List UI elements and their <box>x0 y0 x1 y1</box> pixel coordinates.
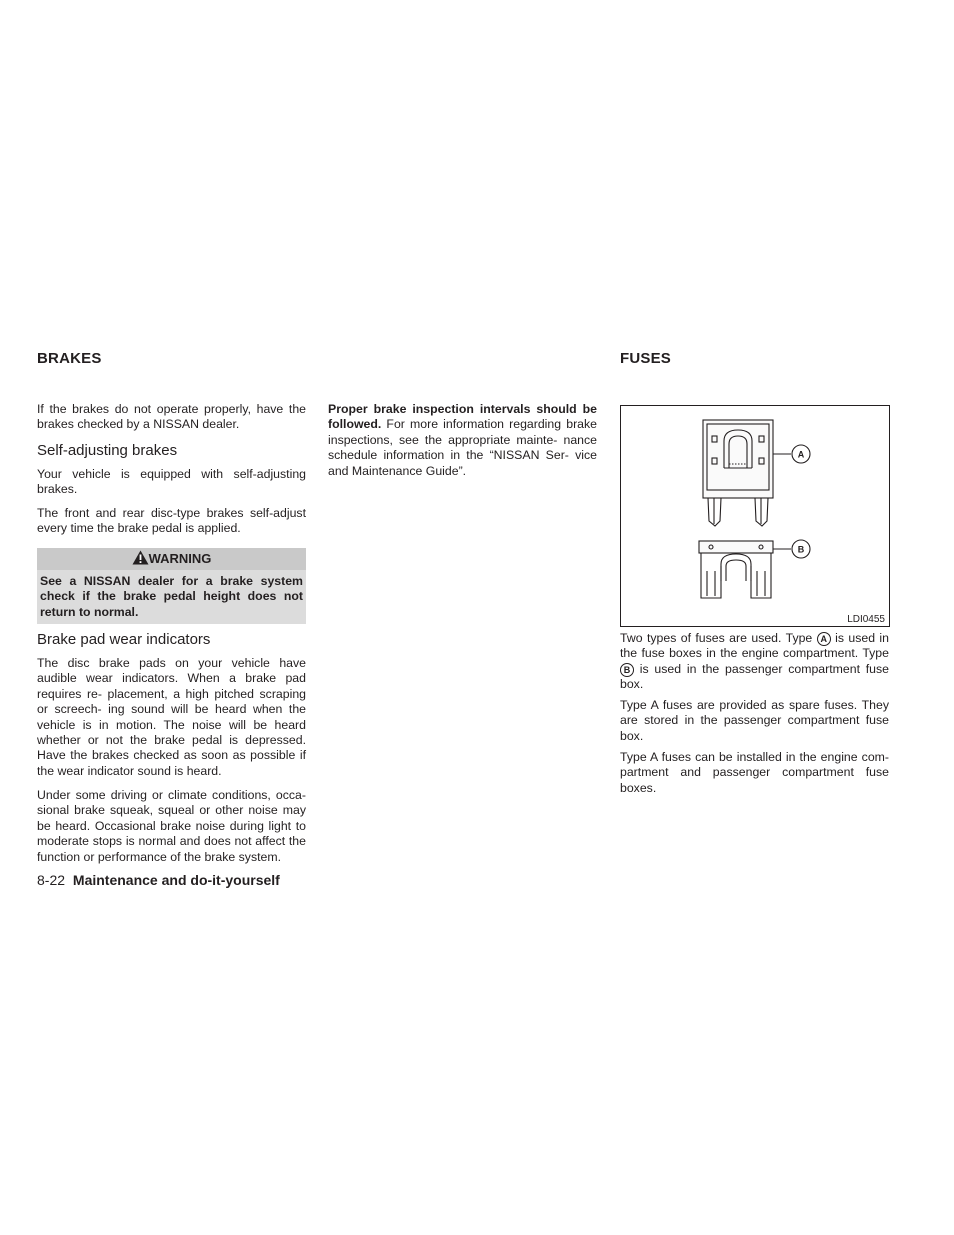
type-a-circle: A <box>817 632 831 646</box>
fuses-p3: Type A fuses can be installed in the engine com- partment and passenger compartment fuse boxes. <box>620 750 889 795</box>
fuse-illustration <box>621 406 889 626</box>
pad-wear-p2: Under some driving or climate conditions, occa- sional brake squeak, squeal or other noise may be heard. Occasional brake noise during light to moderate stops is normal and does not affect the function or performance of the brake system. <box>37 788 306 864</box>
brakes-intro: If the brakes do not operate properly, have the brakes checked by a NISSAN dealer. <box>37 402 306 432</box>
warning-label: WARNING <box>148 551 212 566</box>
page-number: 8-22 <box>37 872 66 888</box>
figure-code: LDI0455 <box>847 614 885 625</box>
warning-box <box>37 548 306 624</box>
warning-triangle-icon <box>132 550 149 565</box>
self-adjusting-title: Self-adjusting brakes <box>37 442 178 459</box>
warning-text: See a NISSAN dealer for a brake system check if the brake pedal height does not return to normal. <box>37 570 306 624</box>
fuses-p1 <box>620 631 889 693</box>
fuses-p1-part-a: Two types of fuses are used. Type <box>620 631 813 645</box>
pad-wear-p1: The disc brake pads on your vehicle have audible wear indicators. When a brake pad requires re- placement, a high pitched scraping or screech- ing sound will be heard when the vehicle is in motion. The noise will be heard whether or not the brake pedal is depressed. Have the brakes checked as soon as possible if the wear indicator sound is heard. <box>37 656 306 778</box>
fuses-p2: Type A fuses are provided as spare fuses. They are stored in the passenger compartment fuse box. <box>620 698 889 743</box>
inspection-rest: For more information regarding brake inspections, see the appropriate mainte- nance schedule information in the “NISSAN Ser- vice and Maintenance Guide”. <box>328 417 597 478</box>
inspection-bold-lead: Proper brake inspection intervals should be followed. <box>328 402 597 432</box>
fuses-p1-part-c: is used in the passenger compartment fuse box. <box>620 661 889 692</box>
fuses-heading: FUSES <box>620 350 672 367</box>
page-footer <box>37 872 280 888</box>
self-adjusting-p2: The front and rear disc-type brakes self-adjust every time the brake pedal is applied. <box>37 506 306 536</box>
inspection-paragraph <box>328 402 597 479</box>
footer-section: Maintenance and do-it-yourself <box>72 872 280 888</box>
brakes-heading: BRAKES <box>37 350 102 367</box>
fuse-figure <box>620 405 890 627</box>
self-adjusting-p1: Your vehicle is equipped with self-adjusting brakes. <box>37 467 306 497</box>
type-b-circle: B <box>620 663 634 677</box>
warning-header <box>37 548 306 570</box>
fuses-p1-part-b: is used in the fuse boxes in the engine compartment. Type <box>620 631 890 661</box>
figure-label-a: A <box>797 449 805 460</box>
figure-label-b: B <box>797 544 805 555</box>
pad-wear-title: Brake pad wear indicators <box>37 631 211 648</box>
